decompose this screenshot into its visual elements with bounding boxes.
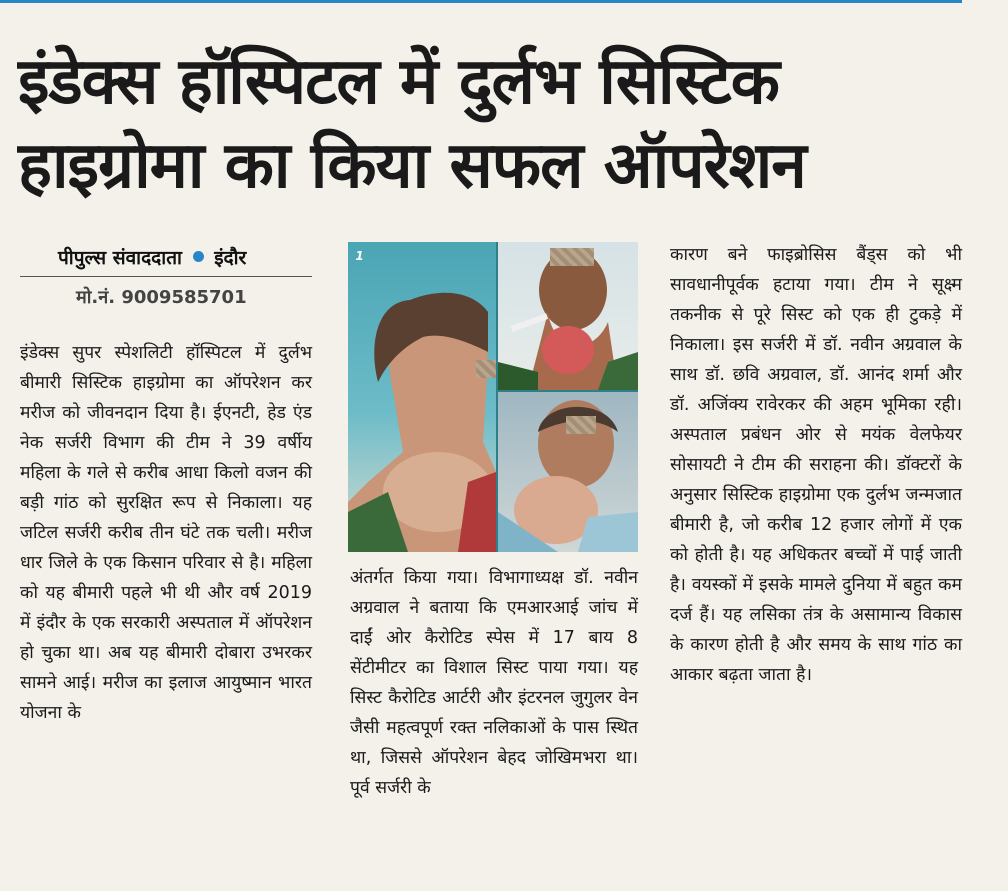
- article-column-2: [350, 563, 638, 803]
- byline-block: [20, 246, 312, 309]
- headline: [18, 40, 958, 208]
- photo-panel-top-right: [498, 242, 638, 390]
- article-column-1: [20, 338, 312, 728]
- bullet-dot-icon: [193, 251, 204, 262]
- photo-number: 1: [355, 249, 364, 263]
- headline-line-2: हाइग्रोमा का किया सफल ऑपरेशन: [18, 129, 806, 203]
- column-2-text: अंतर्गत किया गया। विभागाध्यक्ष डॉ. नवीन अग्रवाल ने बताया कि एमआरआई जांच में दाईं ओर कैरोटिड स्पेस में 17 बाय 8 सेंटीमीटर का विशाल सिस्ट पाया गया। यह सिस्ट कैरोटिड आर्टरी और इंटरनल जुगुलर वेन जैसी महत्वपूर्ण रक्त नलिकाओं के पास स्थित था, जिससे ऑपरेशन बेहद जोखिमभरा था। पूर्व सर्जरी के: [350, 568, 638, 798]
- column-3-text: कारण बने फाइब्रोसिस बैंड्स को भी सावधानीपूर्वक हटाया गया। टीम ने सूक्ष्म तकनीक से पूरे सिस्ट को एक ही टुकड़े में निकाला। इस सर्जरी में डॉ. नवीन अग्रवाल के साथ डॉ. छवि अग्रवाल, डॉ. आनंद शर्मा और डॉ. अजिंक्य रावेरकर की अहम भूमिका रही। अस्पताल प्रबंधन ओर से मयंक वेलफेयर सोसायटी ने टीम की सराहना की। डॉक्टरों के अनुसार सिस्टिक हाइग्रोमा एक दुर्लभ जन्मजात बीमारी है, जो करीब 12 हजार लोगों में एक को होती है। यह अधिकतर बच्चों में पाई जाती है। वयस्कों में इसके मामले दुनिया में बहुत कम दर्ज हैं। यह लसिका तंत्र के असामान्य विकास के कारण होती है और समय के साथ गांठ का आकार बढ़ता जाता है।: [670, 245, 962, 685]
- column-1-text: इंडेक्स सुपर स्पेशलिटी हॉस्पिटल में दुर्लभ बीमारी सिस्टिक हाइग्रोमा का ऑपरेशन कर मरीज को जीवनदान दिया है। ईएनटी, हेड एंड नेक सर्जरी विभाग की टीम ने 39 वर्षीय महिला के गले से करीब आधा किलो वजन की बड़ी गांठ को सुरक्षित रूप से निकाला। यह जटिल सर्जरी करीब तीन घंटे तक चली। मरीज धार जिले के एक किसान परिवार से है। महिला को यह बीमारी पहले भी थी और वर्ष 2019 में इंदौर के एक सरकारी अस्पताल में ऑपरेशन हो चुका था। अब यह बीमारी दोबारा उभरकर सामने आई। मरीज का इलाज आयुष्मान भारत योजना के: [20, 343, 312, 723]
- photo-panel-left: [348, 242, 496, 552]
- patient-photo-collage: [348, 242, 638, 552]
- photo-panel-bottom-right: [498, 392, 638, 552]
- byline: [20, 246, 312, 277]
- headline-line-1: इंडेक्स हॉस्पिटल में दुर्लभ सिस्टिक: [18, 45, 779, 119]
- article-column-3: [670, 240, 962, 690]
- face-blur: [550, 248, 594, 266]
- dateline-city: इंदौर: [214, 247, 247, 269]
- face-blur: [566, 416, 596, 434]
- face-blur: [476, 360, 496, 378]
- top-rule: [0, 0, 962, 3]
- reporter-name: पीपुल्स संवाददाता: [58, 247, 182, 269]
- contact-number: मो.नं. 9009585701: [76, 287, 247, 308]
- patient-profile-image: [348, 242, 496, 552]
